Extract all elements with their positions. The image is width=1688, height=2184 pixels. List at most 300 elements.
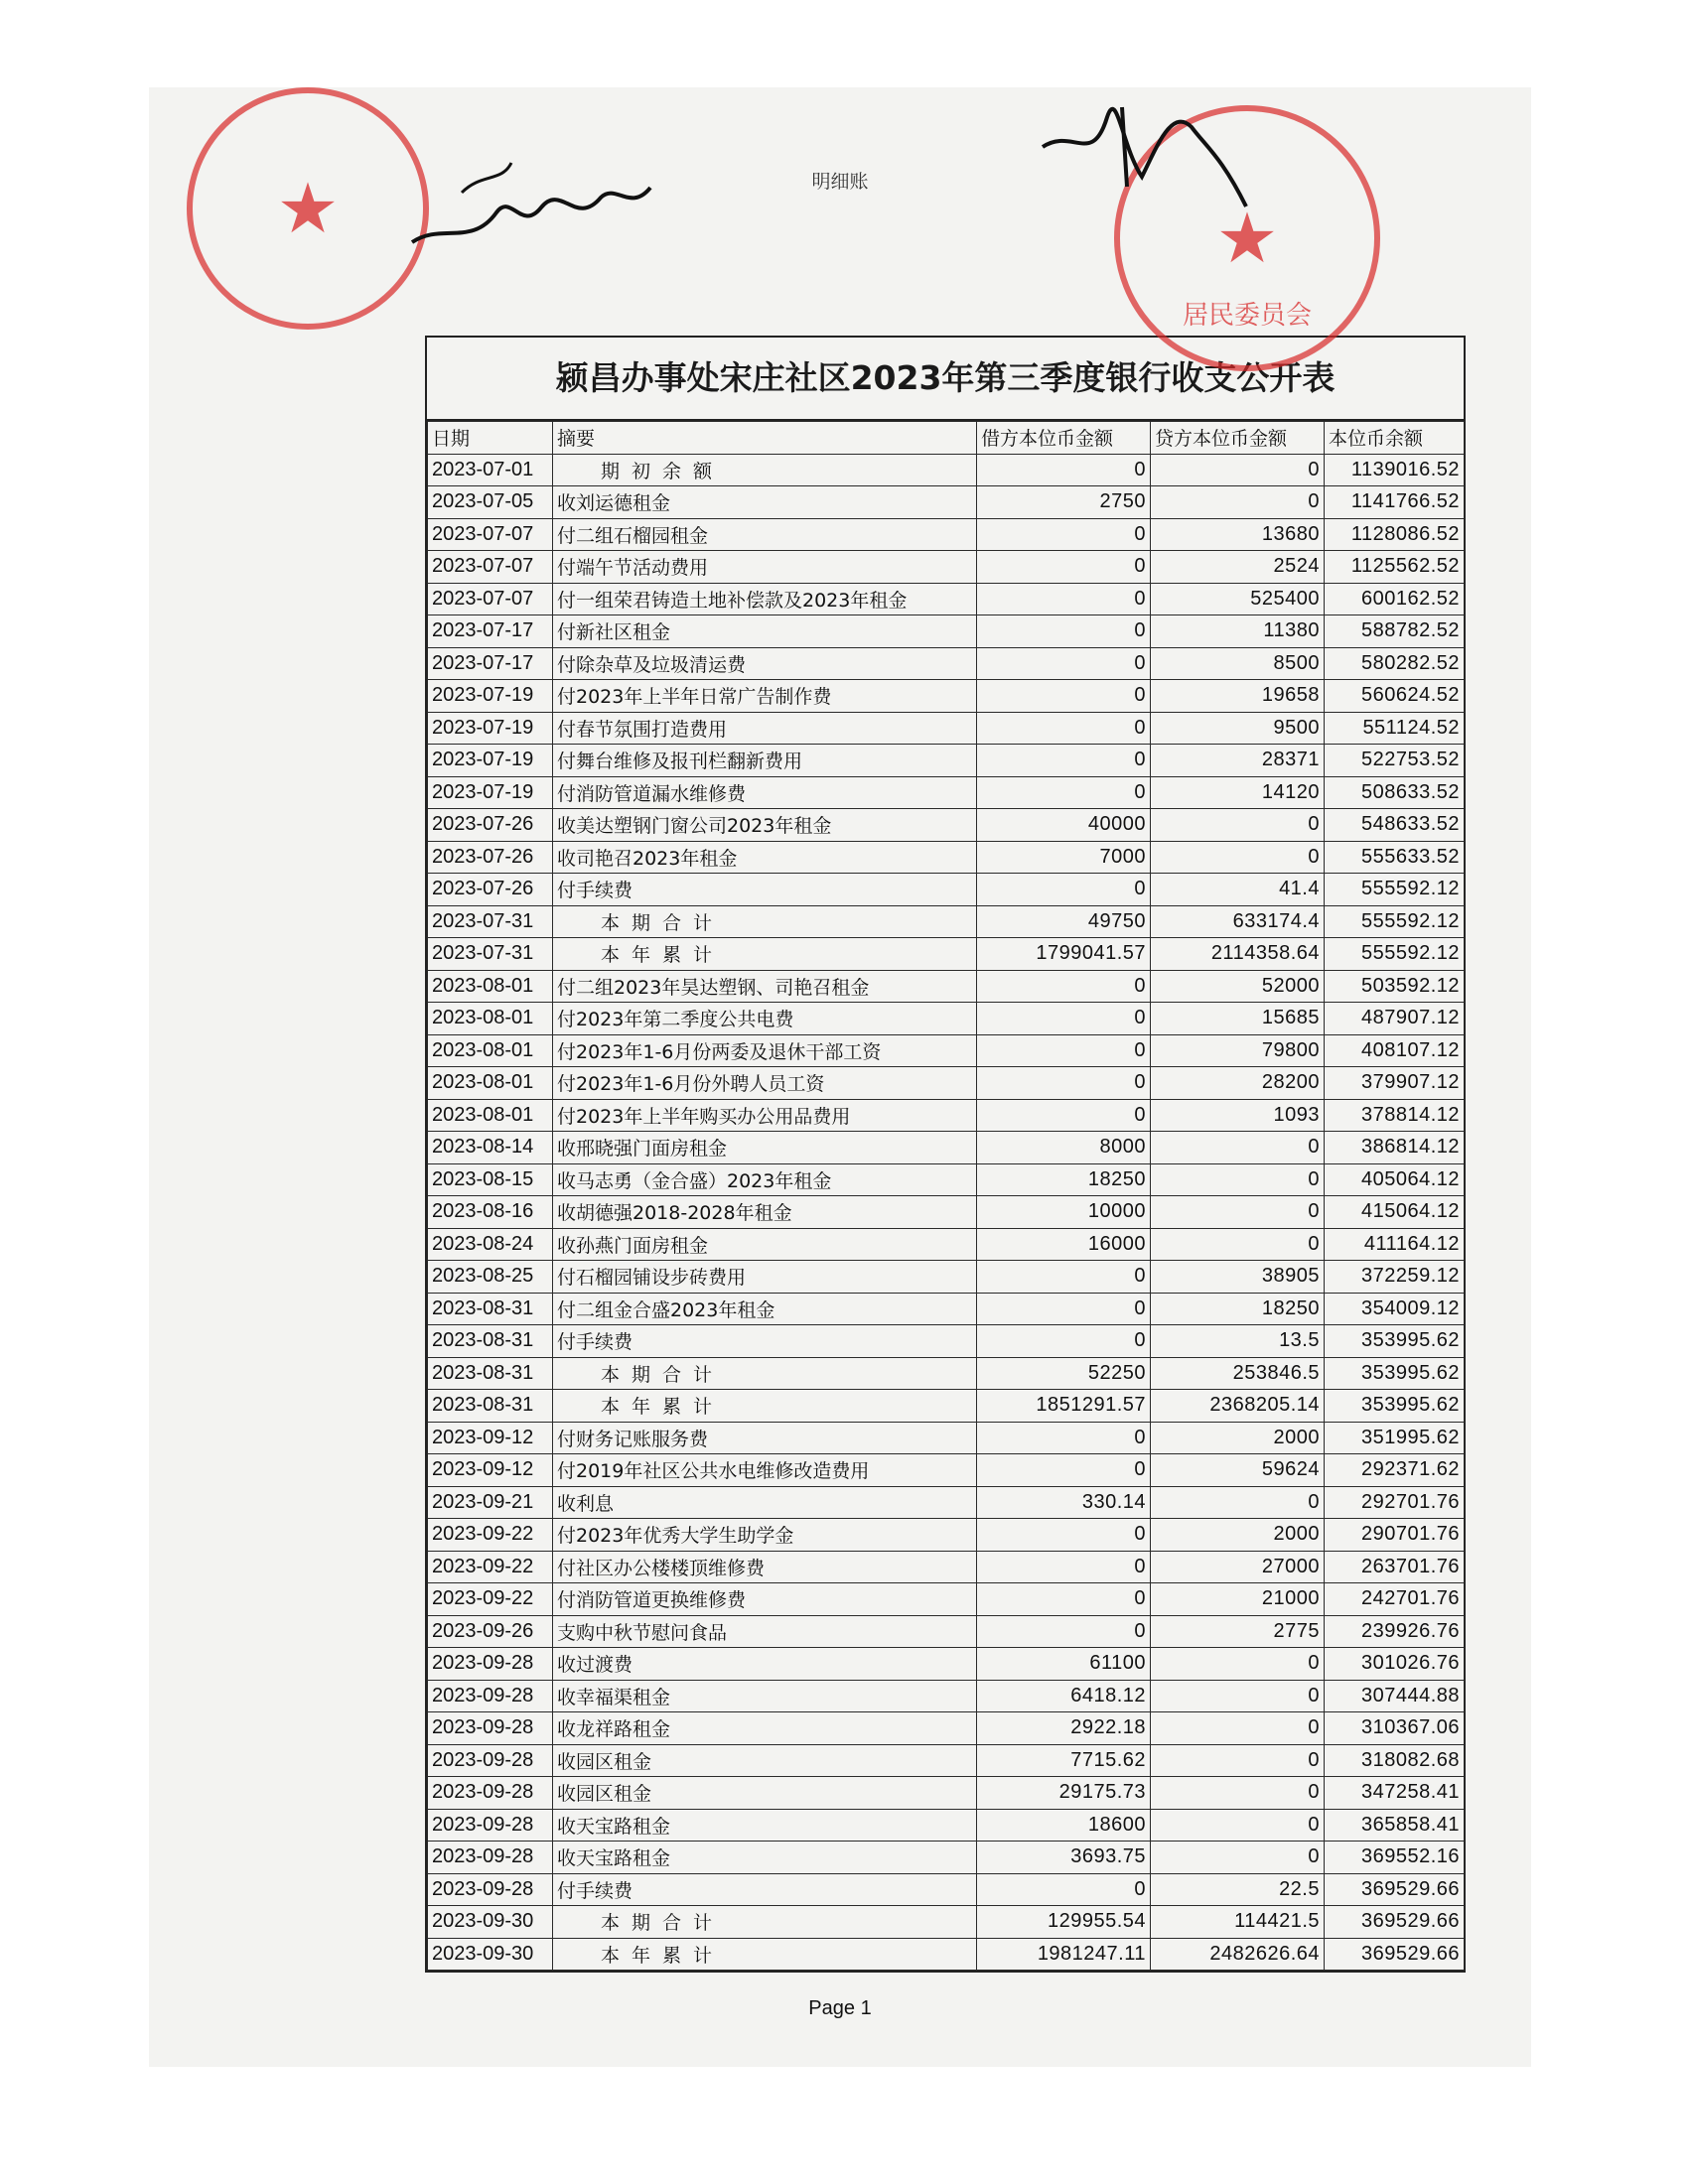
balance-cell: 369552.16 (1325, 1842, 1465, 1874)
column-header-balance: 本位币余额 (1325, 422, 1465, 455)
table-row (428, 1519, 1465, 1552)
table-row (428, 647, 1465, 680)
credit-cell: 11380 (1151, 615, 1325, 648)
date-cell: 2023-09-12 (428, 1454, 553, 1487)
summary-cell: 本期合计 (553, 1906, 977, 1939)
date-cell: 2023-07-19 (428, 745, 553, 777)
debit-cell: 52250 (977, 1357, 1151, 1390)
table-row (428, 1357, 1465, 1390)
table-row (428, 1261, 1465, 1294)
table-row (428, 486, 1465, 519)
balance-cell: 1128086.52 (1325, 518, 1465, 551)
debit-cell: 29175.73 (977, 1777, 1151, 1810)
summary-cell: 收幸福渠租金 (553, 1680, 977, 1712)
debit-cell: 2922.18 (977, 1712, 1151, 1745)
debit-cell: 1851291.57 (977, 1390, 1151, 1423)
credit-cell: 0 (1151, 1163, 1325, 1196)
table-row (428, 905, 1465, 938)
page-title: 颍昌办事处宋庄社区2023年第三季度银行收支公开表 (427, 338, 1464, 421)
date-cell: 2023-09-22 (428, 1551, 553, 1583)
summary-cell: 收园区租金 (553, 1744, 977, 1777)
credit-cell: 2000 (1151, 1422, 1325, 1454)
summary-cell: 付2023年优秀大学生助学金 (553, 1519, 977, 1552)
table-row (428, 615, 1465, 648)
balance-cell: 555592.12 (1325, 938, 1465, 971)
summary-cell: 本年累计 (553, 1390, 977, 1423)
balance-cell: 1141766.52 (1325, 486, 1465, 519)
balance-cell: 580282.52 (1325, 647, 1465, 680)
ledger-header-label: 明细账 (811, 171, 869, 193)
debit-cell: 0 (977, 970, 1151, 1003)
summary-cell: 付二组石榴园租金 (553, 518, 977, 551)
date-cell: 2023-08-31 (428, 1325, 553, 1358)
debit-cell: 6418.12 (977, 1680, 1151, 1712)
date-cell: 2023-07-26 (428, 874, 553, 906)
table-row (428, 1422, 1465, 1454)
table-row (428, 1228, 1465, 1261)
table-row (428, 551, 1465, 584)
debit-cell: 16000 (977, 1228, 1151, 1261)
summary-cell: 付财务记账服务费 (553, 1422, 977, 1454)
date-cell: 2023-09-28 (428, 1744, 553, 1777)
balance-cell: 560624.52 (1325, 680, 1465, 713)
table-row (428, 1712, 1465, 1745)
table-row (428, 1034, 1465, 1067)
summary-cell: 收过渡费 (553, 1648, 977, 1681)
summary-cell: 本年累计 (553, 938, 977, 971)
balance-cell: 290701.76 (1325, 1519, 1465, 1552)
debit-cell: 129955.54 (977, 1906, 1151, 1939)
credit-cell: 27000 (1151, 1551, 1325, 1583)
date-cell: 2023-07-07 (428, 551, 553, 584)
ledger-table (427, 421, 1465, 1971)
summary-cell: 付消防管道漏水维修费 (553, 776, 977, 809)
credit-cell: 28200 (1151, 1067, 1325, 1100)
summary-cell: 收孙燕门面房租金 (553, 1228, 977, 1261)
balance-cell: 548633.52 (1325, 809, 1465, 842)
credit-cell: 253846.5 (1151, 1357, 1325, 1390)
seal-star-icon: ★ (276, 168, 340, 249)
balance-cell: 353995.62 (1325, 1325, 1465, 1358)
credit-cell: 13680 (1151, 518, 1325, 551)
date-cell: 2023-09-28 (428, 1777, 553, 1810)
credit-cell: 2524 (1151, 551, 1325, 584)
debit-cell: 0 (977, 551, 1151, 584)
balance-cell: 415064.12 (1325, 1196, 1465, 1229)
table-row (428, 1196, 1465, 1229)
summary-cell: 收邢晓强门面房租金 (553, 1132, 977, 1164)
debit-cell: 2750 (977, 486, 1151, 519)
credit-cell: 0 (1151, 1196, 1325, 1229)
summary-cell: 本年累计 (553, 1938, 977, 1971)
debit-cell: 0 (977, 1293, 1151, 1325)
credit-cell: 2114358.64 (1151, 938, 1325, 971)
date-cell: 2023-07-05 (428, 486, 553, 519)
summary-cell: 收龙祥路租金 (553, 1712, 977, 1745)
debit-cell: 1981247.11 (977, 1938, 1151, 1971)
debit-cell: 40000 (977, 809, 1151, 842)
date-cell: 2023-09-12 (428, 1422, 553, 1454)
date-cell: 2023-09-28 (428, 1712, 553, 1745)
summary-cell: 收天宝路租金 (553, 1809, 977, 1842)
credit-cell: 0 (1151, 1132, 1325, 1164)
date-cell: 2023-09-21 (428, 1486, 553, 1519)
date-cell: 2023-07-19 (428, 680, 553, 713)
balance-cell: 405064.12 (1325, 1163, 1465, 1196)
balance-cell: 372259.12 (1325, 1261, 1465, 1294)
date-cell: 2023-08-16 (428, 1196, 553, 1229)
summary-cell: 付手续费 (553, 1873, 977, 1906)
date-cell: 2023-08-01 (428, 970, 553, 1003)
summary-cell: 付2023年1-6月份外聘人员工资 (553, 1067, 977, 1100)
date-cell: 2023-07-26 (428, 809, 553, 842)
table-row (428, 1777, 1465, 1810)
credit-cell: 0 (1151, 1712, 1325, 1745)
debit-cell: 0 (977, 1325, 1151, 1358)
date-cell: 2023-07-17 (428, 647, 553, 680)
summary-cell: 本期合计 (553, 1357, 977, 1390)
debit-cell: 0 (977, 1873, 1151, 1906)
debit-cell: 10000 (977, 1196, 1151, 1229)
balance-cell: 411164.12 (1325, 1228, 1465, 1261)
credit-cell: 15685 (1151, 1003, 1325, 1035)
table-row (428, 1163, 1465, 1196)
date-cell: 2023-09-28 (428, 1842, 553, 1874)
credit-cell: 28371 (1151, 745, 1325, 777)
credit-cell: 2482626.64 (1151, 1938, 1325, 1971)
debit-cell: 0 (977, 615, 1151, 648)
summary-cell: 付二组2023年昊达塑钢、司艳召租金 (553, 970, 977, 1003)
summary-cell: 本期合计 (553, 905, 977, 938)
date-cell: 2023-08-14 (428, 1132, 553, 1164)
summary-cell: 付2019年社区公共水电维修改造费用 (553, 1454, 977, 1487)
summary-cell: 付春节氛围打造费用 (553, 712, 977, 745)
date-cell: 2023-08-01 (428, 1003, 553, 1035)
date-cell: 2023-08-01 (428, 1067, 553, 1100)
table-row (428, 1551, 1465, 1583)
credit-cell: 2775 (1151, 1615, 1325, 1648)
summary-cell: 收胡德强2018-2028年租金 (553, 1196, 977, 1229)
table-row (428, 1842, 1465, 1874)
balance-cell: 503592.12 (1325, 970, 1465, 1003)
date-cell: 2023-07-19 (428, 712, 553, 745)
summary-cell: 付端午节活动费用 (553, 551, 977, 584)
debit-cell: 0 (977, 647, 1151, 680)
date-cell: 2023-09-30 (428, 1938, 553, 1971)
table-row (428, 1873, 1465, 1906)
debit-cell: 1799041.57 (977, 938, 1151, 971)
table-row (428, 1680, 1465, 1712)
debit-cell: 0 (977, 1099, 1151, 1132)
table-row (428, 776, 1465, 809)
debit-cell: 0 (977, 874, 1151, 906)
debit-cell: 0 (977, 712, 1151, 745)
summary-cell: 付2023年第二季度公共电费 (553, 1003, 977, 1035)
balance-cell: 242701.76 (1325, 1583, 1465, 1616)
debit-cell: 8000 (977, 1132, 1151, 1164)
debit-cell: 0 (977, 1583, 1151, 1616)
table-row (428, 518, 1465, 551)
balance-cell: 318082.68 (1325, 1744, 1465, 1777)
debit-cell: 7715.62 (977, 1744, 1151, 1777)
debit-cell: 0 (977, 1003, 1151, 1035)
date-cell: 2023-09-30 (428, 1906, 553, 1939)
summary-cell: 收司艳召2023年租金 (553, 841, 977, 874)
debit-cell: 7000 (977, 841, 1151, 874)
table-row (428, 809, 1465, 842)
seal-text: 居民委员会 (1182, 301, 1312, 331)
table-row (428, 1325, 1465, 1358)
credit-cell: 2000 (1151, 1519, 1325, 1552)
debit-cell: 0 (977, 454, 1151, 486)
table-row (428, 712, 1465, 745)
debit-cell: 0 (977, 1422, 1151, 1454)
date-cell: 2023-07-31 (428, 938, 553, 971)
credit-cell: 0 (1151, 1648, 1325, 1681)
balance-cell: 365858.41 (1325, 1809, 1465, 1842)
balance-cell: 555592.12 (1325, 874, 1465, 906)
balance-cell: 239926.76 (1325, 1615, 1465, 1648)
signature-left (402, 153, 660, 272)
credit-cell: 14120 (1151, 776, 1325, 809)
official-seal-left (187, 87, 429, 330)
credit-cell: 8500 (1151, 647, 1325, 680)
debit-cell: 3693.75 (977, 1842, 1151, 1874)
credit-cell: 0 (1151, 1842, 1325, 1874)
credit-cell: 0 (1151, 1228, 1325, 1261)
table-row (428, 680, 1465, 713)
balance-cell: 408107.12 (1325, 1034, 1465, 1067)
ledger-table-frame (425, 336, 1466, 1973)
debit-cell: 0 (977, 1454, 1151, 1487)
column-header-credit: 贷方本位币金额 (1151, 422, 1325, 455)
date-cell: 2023-08-24 (428, 1228, 553, 1261)
summary-cell: 收刘运德租金 (553, 486, 977, 519)
credit-cell: 0 (1151, 1744, 1325, 1777)
credit-cell: 79800 (1151, 1034, 1325, 1067)
debit-cell: 0 (977, 1261, 1151, 1294)
credit-cell: 0 (1151, 1777, 1325, 1810)
summary-cell: 付手续费 (553, 1325, 977, 1358)
summary-cell: 付二组金合盛2023年租金 (553, 1293, 977, 1325)
balance-cell: 551124.52 (1325, 712, 1465, 745)
debit-cell: 0 (977, 1519, 1151, 1552)
ledger-body (428, 454, 1465, 1971)
credit-cell: 0 (1151, 1486, 1325, 1519)
credit-cell: 1093 (1151, 1099, 1325, 1132)
balance-cell: 263701.76 (1325, 1551, 1465, 1583)
credit-cell: 0 (1151, 1809, 1325, 1842)
debit-cell: 0 (977, 583, 1151, 615)
table-row (428, 1938, 1465, 1971)
credit-cell: 38905 (1151, 1261, 1325, 1294)
debit-cell: 0 (977, 745, 1151, 777)
credit-cell: 59624 (1151, 1454, 1325, 1487)
debit-cell: 61100 (977, 1648, 1151, 1681)
debit-cell: 49750 (977, 905, 1151, 938)
summary-cell: 支购中秋节慰问食品 (553, 1615, 977, 1648)
summary-cell: 收美达塑钢门窗公司2023年租金 (553, 809, 977, 842)
date-cell: 2023-07-26 (428, 841, 553, 874)
date-cell: 2023-09-22 (428, 1583, 553, 1616)
page-number: Page 1 (808, 1997, 872, 2019)
balance-cell: 378814.12 (1325, 1099, 1465, 1132)
summary-cell: 付社区办公楼楼顶维修费 (553, 1551, 977, 1583)
table-row (428, 1293, 1465, 1325)
date-cell: 2023-09-28 (428, 1809, 553, 1842)
balance-cell: 369529.66 (1325, 1873, 1465, 1906)
credit-cell: 525400 (1151, 583, 1325, 615)
document-sheet (149, 87, 1531, 2067)
balance-cell: 522753.52 (1325, 745, 1465, 777)
credit-cell: 0 (1151, 809, 1325, 842)
balance-cell: 369529.66 (1325, 1906, 1465, 1939)
credit-cell: 18250 (1151, 1293, 1325, 1325)
table-row (428, 583, 1465, 615)
date-cell: 2023-07-17 (428, 615, 553, 648)
table-row (428, 938, 1465, 971)
credit-cell: 0 (1151, 1680, 1325, 1712)
balance-cell: 487907.12 (1325, 1003, 1465, 1035)
date-cell: 2023-08-15 (428, 1163, 553, 1196)
balance-cell: 386814.12 (1325, 1132, 1465, 1164)
date-cell: 2023-08-31 (428, 1293, 553, 1325)
balance-cell: 508633.52 (1325, 776, 1465, 809)
balance-cell: 1139016.52 (1325, 454, 1465, 486)
table-row (428, 841, 1465, 874)
debit-cell: 0 (977, 518, 1151, 551)
debit-cell: 0 (977, 776, 1151, 809)
credit-cell: 2368205.14 (1151, 1390, 1325, 1423)
column-header-summary: 摘要 (553, 422, 977, 455)
date-cell: 2023-08-31 (428, 1390, 553, 1423)
balance-cell: 307444.88 (1325, 1680, 1465, 1712)
table-row (428, 1744, 1465, 1777)
table-header-row (428, 422, 1465, 455)
table-row (428, 874, 1465, 906)
balance-cell: 555592.12 (1325, 905, 1465, 938)
summary-cell: 付2023年1-6月份两委及退休干部工资 (553, 1034, 977, 1067)
credit-cell: 0 (1151, 486, 1325, 519)
debit-cell: 18600 (977, 1809, 1151, 1842)
balance-cell: 379907.12 (1325, 1067, 1465, 1100)
date-cell: 2023-09-22 (428, 1519, 553, 1552)
date-cell: 2023-07-01 (428, 454, 553, 486)
table-row (428, 1486, 1465, 1519)
table-row (428, 745, 1465, 777)
credit-cell: 114421.5 (1151, 1906, 1325, 1939)
summary-cell: 付2023年上半年购买办公用品费用 (553, 1099, 977, 1132)
summary-cell: 收天宝路租金 (553, 1842, 977, 1874)
date-cell: 2023-09-28 (428, 1873, 553, 1906)
table-row (428, 1615, 1465, 1648)
balance-cell: 1125562.52 (1325, 551, 1465, 584)
table-row (428, 1390, 1465, 1423)
table-row (428, 970, 1465, 1003)
date-cell: 2023-07-07 (428, 583, 553, 615)
debit-cell: 0 (977, 1615, 1151, 1648)
table-row (428, 454, 1465, 486)
date-cell: 2023-08-31 (428, 1357, 553, 1390)
balance-cell: 301026.76 (1325, 1648, 1465, 1681)
summary-cell: 付消防管道更换维修费 (553, 1583, 977, 1616)
date-cell: 2023-07-19 (428, 776, 553, 809)
balance-cell: 369529.66 (1325, 1938, 1465, 1971)
balance-cell: 600162.52 (1325, 583, 1465, 615)
summary-cell: 付手续费 (553, 874, 977, 906)
summary-cell: 收利息 (553, 1486, 977, 1519)
debit-cell: 0 (977, 1034, 1151, 1067)
summary-cell: 付舞台维修及报刊栏翻新费用 (553, 745, 977, 777)
debit-cell: 0 (977, 1067, 1151, 1100)
date-cell: 2023-09-26 (428, 1615, 553, 1648)
date-cell: 2023-09-28 (428, 1680, 553, 1712)
table-row (428, 1906, 1465, 1939)
table-row (428, 1648, 1465, 1681)
balance-cell: 588782.52 (1325, 615, 1465, 648)
balance-cell: 292701.76 (1325, 1486, 1465, 1519)
balance-cell: 347258.41 (1325, 1777, 1465, 1810)
table-row (428, 1067, 1465, 1100)
table-row (428, 1454, 1465, 1487)
summary-cell: 期初余额 (553, 454, 977, 486)
debit-cell: 18250 (977, 1163, 1151, 1196)
summary-cell: 付新社区租金 (553, 615, 977, 648)
date-cell: 2023-07-07 (428, 518, 553, 551)
date-cell: 2023-08-25 (428, 1261, 553, 1294)
summary-cell: 付除杂草及垃圾清运费 (553, 647, 977, 680)
balance-cell: 351995.62 (1325, 1422, 1465, 1454)
credit-cell: 21000 (1151, 1583, 1325, 1616)
date-cell: 2023-07-31 (428, 905, 553, 938)
balance-cell: 292371.62 (1325, 1454, 1465, 1487)
credit-cell: 52000 (1151, 970, 1325, 1003)
date-cell: 2023-08-01 (428, 1099, 553, 1132)
summary-cell: 收马志勇（金合盛）2023年租金 (553, 1163, 977, 1196)
balance-cell: 353995.62 (1325, 1357, 1465, 1390)
credit-cell: 0 (1151, 454, 1325, 486)
credit-cell: 13.5 (1151, 1325, 1325, 1358)
date-cell: 2023-08-01 (428, 1034, 553, 1067)
balance-cell: 555633.52 (1325, 841, 1465, 874)
seal-star-icon: ★ (1215, 198, 1279, 279)
table-row (428, 1583, 1465, 1616)
column-header-date: 日期 (428, 422, 553, 455)
credit-cell: 0 (1151, 841, 1325, 874)
table-row (428, 1099, 1465, 1132)
credit-cell: 22.5 (1151, 1873, 1325, 1906)
debit-cell: 0 (977, 680, 1151, 713)
debit-cell: 0 (977, 1551, 1151, 1583)
credit-cell: 19658 (1151, 680, 1325, 713)
summary-cell: 付一组荣君铸造土地补偿款及2023年租金 (553, 583, 977, 615)
table-row (428, 1003, 1465, 1035)
column-header-debit: 借方本位币金额 (977, 422, 1151, 455)
summary-cell: 收园区租金 (553, 1777, 977, 1810)
date-cell: 2023-09-28 (428, 1648, 553, 1681)
balance-cell: 310367.06 (1325, 1712, 1465, 1745)
table-row (428, 1809, 1465, 1842)
debit-cell: 330.14 (977, 1486, 1151, 1519)
credit-cell: 41.4 (1151, 874, 1325, 906)
credit-cell: 9500 (1151, 712, 1325, 745)
signature-right (1033, 87, 1261, 226)
summary-cell: 付2023年上半年日常广告制作费 (553, 680, 977, 713)
balance-cell: 354009.12 (1325, 1293, 1465, 1325)
balance-cell: 353995.62 (1325, 1390, 1465, 1423)
summary-cell: 付石榴园铺设步砖费用 (553, 1261, 977, 1294)
table-row (428, 1132, 1465, 1164)
